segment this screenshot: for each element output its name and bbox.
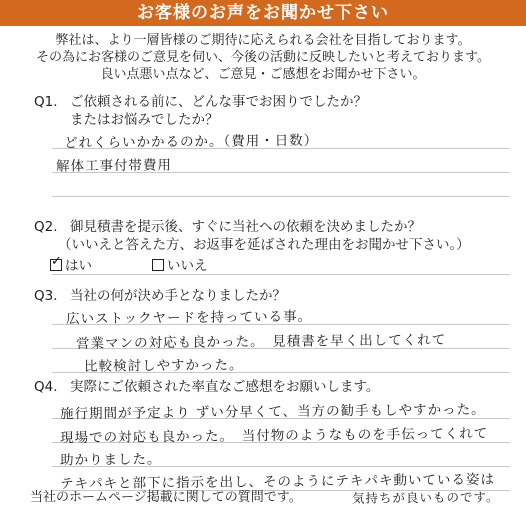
q4-answer: 現場での対応も良かった。 当付物のようなものを手伝ってくれて [59,425,489,447]
q1-question-line2: またはお悩みでしたか？ [70,112,219,128]
q1-answer: どれくらいかかるのか。（費用・日数） [63,132,319,152]
q4-number: Q4. [34,379,58,395]
intro-line: その為にお客様のご意見を伺い、今後の活動に反映したいと考えております。 [36,50,490,65]
q3-answer: 営業マンの対応も良かった。 見積書を早く出してくれて [75,332,447,352]
q4-answer: 施行期間が予定より ずい分早くて、当方の勧手もしやすかった。 [59,401,486,423]
checkbox-no[interactable] [152,259,164,271]
q4-question-text: 実際にご依頼された率直なご感想をお願いします。 [70,379,380,395]
q1-question-text: ご依頼される前に、どんな事でお困りでしたか？ [70,94,367,110]
q3-answer: 広いストックヤードを持っている事。 [65,308,313,328]
page-title: お客様のお声をお聞かせ下さい [137,3,389,23]
q1-answer: 解体工事付帯費用 [55,157,173,175]
q2-question [34,218,421,236]
intro-line: 弊社は、より一層皆様のご期待に応えられる会社を目指しております。 [55,33,471,48]
q1-number: Q1. [34,94,58,110]
q3-question [34,287,286,305]
q2-option-yes[interactable] [50,254,92,274]
q4-answer: 助かりました。 [59,451,162,469]
q1-question [34,93,367,129]
answer-line [52,196,510,197]
q4-question [34,378,379,396]
q3-answer: 比較検討しやすかった。 [83,357,244,375]
q2-option-no[interactable] [152,254,208,274]
q2-question-text: 御見積書を提示後、すぐに当社への依頼を決めましたか？ [70,219,421,235]
intro-line: 良い点悪い点など、ご意見・ご感想をお聞かせ下さい。 [100,67,426,82]
q4-answer: 気持ちが良いものです。 [351,489,500,506]
q3-question-text: 当社の何が決め手となりましたか？ [70,288,286,304]
footer-text: 当社のホームページ掲載に関しての質問です。 [30,490,302,505]
intro-text [20,32,506,83]
option-yes-label: はい [65,258,92,274]
q4-answer: テキパキと部下に指示を出し、そのようにテキパキ動いている姿は [59,471,496,493]
q3-number: Q3. [34,288,58,304]
option-no-label: いいえ [167,258,208,274]
q2-number: Q2. [34,219,58,235]
page-title-banner [0,0,526,26]
answer-line [52,274,510,275]
check-mark-icon: ✓ [51,254,62,269]
checkbox-yes[interactable] [50,254,62,271]
q2-note: （いいえと答えた方、お返事を延ばされた理由をお聞かせ下さい。） [58,237,470,253]
